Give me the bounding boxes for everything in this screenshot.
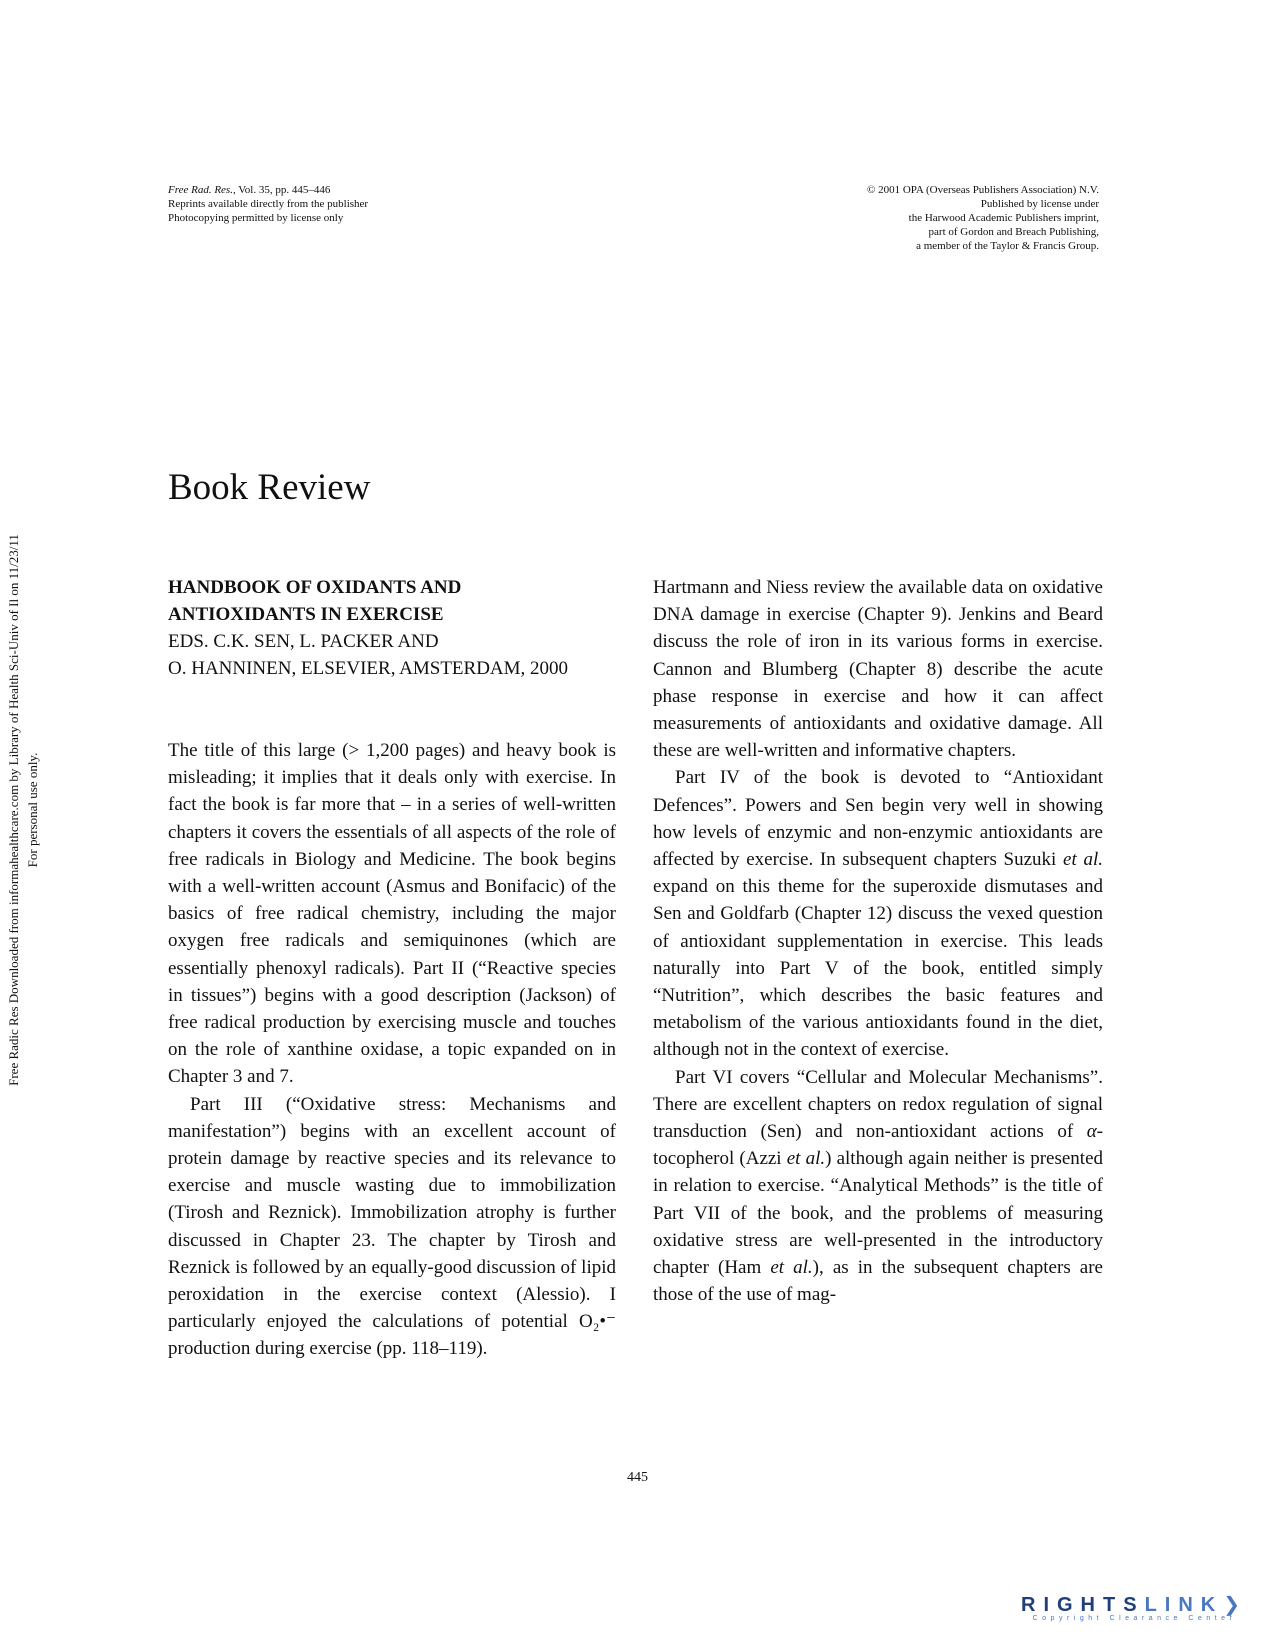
right-paragraph-2-b: expand on this theme for the superoxide dismutases and Sen and Goldfarb (Chapter 12) discuss the vexed question of antioxidant supplementation in exercise. This leads naturally into Part V of the book, entitled simply “Nutrition”, which describes the basic features and metabolism of the various antioxidants found in the diet, although not in the context of exercise.: [653, 876, 1103, 1061]
left-column: [168, 574, 616, 1363]
book-editors-line2: O. HANNINEN, ELSEVIER, AMSTERDAM, 2000: [168, 658, 569, 679]
personal-use-notice: For personal use only.: [25, 752, 40, 868]
group-line: a member of the Taylor & Francis Group.: [916, 240, 1099, 252]
book-editors-line1: EDS. C.K. SEN, L. PACKER AND: [168, 631, 439, 652]
left-paragraph-2-end: production during exercise (pp. 118–119).: [168, 1338, 488, 1360]
copyright-line: © 2001 OPA (Overseas Publishers Association) N.V.: [866, 184, 1099, 196]
copyright-header: [867, 183, 1099, 253]
rightslink-wordmark: [1021, 1592, 1248, 1617]
superoxide-formula: O₂•⁻: [578, 1311, 616, 1333]
publisher-line: part of Gordon and Breach Publishing,: [928, 226, 1099, 238]
et-al-ham: et al.: [770, 1257, 813, 1279]
rightslink-link: LINK: [1144, 1594, 1224, 1616]
rightslink-chevron-icon: ❯: [1223, 1594, 1248, 1616]
rightslink-rights: RIGHTS: [1021, 1594, 1145, 1616]
section-title: Book Review: [168, 467, 371, 508]
book-title-line2: ANTIOXIDANTS IN EXERCISE: [168, 604, 444, 625]
imprint-line: the Harwood Academic Publishers imprint,: [908, 212, 1099, 224]
download-notice: Free Radic Res Downloaded from informahealthcare.com by Library of Health Sci-Univ of Il on 11/23/11: [6, 534, 21, 1086]
journal-header: [168, 183, 368, 225]
reprints-note: Reprints available directly from the publisher: [168, 198, 369, 210]
book-title-line1: HANDBOOK OF OXIDANTS AND: [168, 577, 462, 598]
alpha-symbol: α: [1086, 1121, 1097, 1143]
journal-citation: [168, 183, 368, 197]
journal-name: Free Rad. Res.: [168, 184, 233, 196]
right-column: [653, 574, 1103, 1308]
left-paragraph-2-text: Part III (“Oxidative stress: Mechanisms and manifestation”) begins with an excellent account of protein damage by reactive species and its relevance to exercise and muscle wasting due to immobilization (Tirosh and Reznick). Immobilization atrophy is further discussed in Chapter 23. The chapter by Tirosh and Reznick is followed by an equally-good discussion of lipid peroxidation in the exercise context (Alessio). I particularly enjoyed the calculations of potential: [168, 1093, 616, 1333]
right-paragraph-3: [653, 1064, 1103, 1309]
rightslink-tagline: Copyright Clearance Center: [1032, 1615, 1237, 1622]
et-al-azzi: et al.: [786, 1148, 826, 1170]
et-al-suzuki: et al.: [1063, 849, 1103, 871]
download-watermark: [0, 0, 45, 1651]
left-paragraph-2: [168, 1091, 616, 1363]
right-paragraph-2: [653, 764, 1103, 1063]
left-paragraph-1: The title of this large (> 1,200 pages) and heavy book is misleading; it implies that it deals only with exercise. In fact the book is far more that – in a series of well-written chapters it covers the essentials of all aspects of the role of free radicals in Biology and Medicine. The book begins with a well-written account (Asmus and Bonifacic) of the basics of free radical chemistry, including the major oxygen free radicals and semiquinones (which are essentially phenoxyl radicals). Part II (“Reactive species in tissues”) begins with a good description (Jackson) of free radical production by exercising muscle and touches on the role of xanthine oxidase, a topic expanded on in Chapter 3 and 7.: [168, 740, 616, 1088]
page-number: 445: [627, 1470, 648, 1485]
right-paragraph-1: Hartmann and Niess review the available data on oxidative DNA damage in exercise (Chapter 9). Jenkins and Beard discuss the role of iron in its various forms in exercise. Cannon and Blumberg (Chapter 8) describe the acute phase response in exercise and how it can affect measurements of antioxidants and oxidative damage. All these are well-written and informative chapters.: [653, 577, 1103, 762]
right-paragraph-3-d: ), as in the subsequent chapters are those of the use of mag-: [653, 1257, 1103, 1306]
right-paragraph-3-a: Part VI covers “Cellular and Molecular Mechanisms”. There are excellent chapters on redox regulation of signal transduction (Sen) and non-antioxidant actions of: [653, 1066, 1103, 1143]
rightslink-logo: [1021, 1592, 1248, 1622]
right-paragraph-3-b: -tocopherol (Azzi: [653, 1121, 1103, 1170]
book-citation: [168, 574, 616, 682]
right-paragraph-3-c: ) although again neither is presented in relation to exercise. “Analytical Methods” is the title of Part VII of the book, and the problems of measuring oxidative stress are well-presented in the introductory chapter (Ham: [653, 1148, 1104, 1279]
volume-pages: , Vol. 35, pp. 445–446: [232, 184, 331, 196]
photocopy-note: Photocopying permitted by license only: [168, 212, 344, 224]
license-line: Published by license under: [980, 198, 1099, 210]
right-paragraph-2-a: Part IV of the book is devoted to “Antioxidant Defences”. Powers and Sen begin very well in showing how levels of enzymic and non-enzymic antioxidants are affected by exercise. In subsequent chapters Suzuki: [653, 767, 1103, 871]
